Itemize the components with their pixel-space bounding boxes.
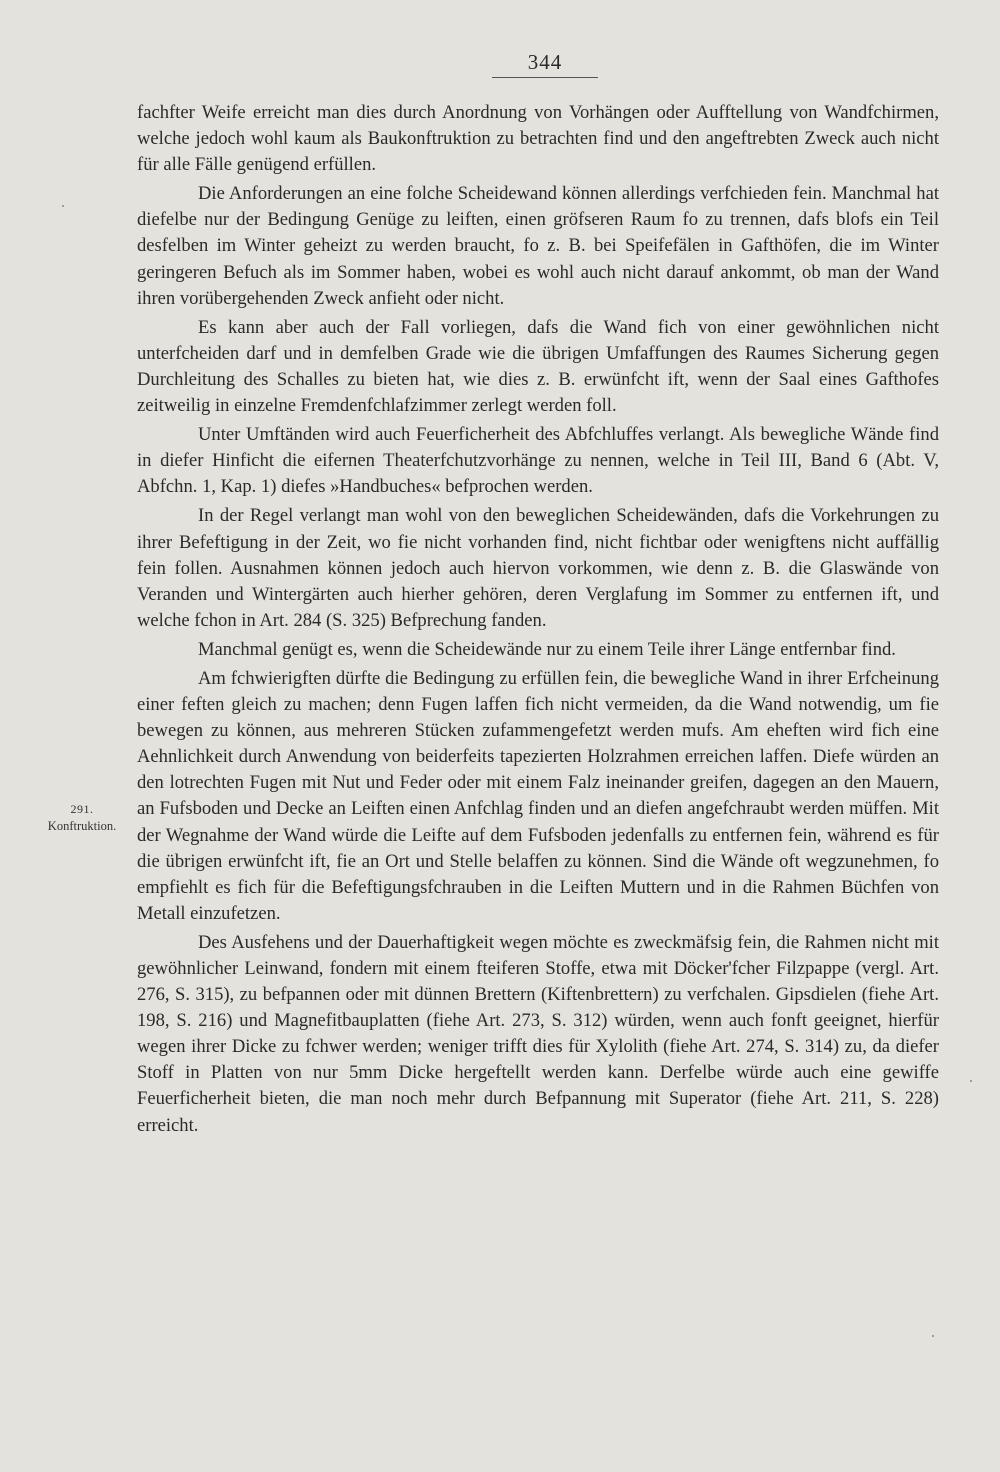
paper-speck <box>970 1080 972 1082</box>
paragraph: Manchmal genügt es, wenn die Scheidewände nur zu einem Teile ihrer Länge entfernbar find. <box>198 638 896 660</box>
margin-note-label: Konftruktion. <box>47 819 117 833</box>
margin-note-number: 291. <box>70 802 94 816</box>
paragraph: In der Regel verlangt man wohl von den beweglichen Scheidewänden, dafs die Vorkehrungen zu ihrer Befeftigung in der Zeit, wo fie nicht vorhanden find, nicht fichtbar oder wenigftens nicht auffällig fein follen. Ausnahmen können jedoch auch hiervon vorkommen, wie denn z. B. die Glaswände von Veranden und Wintergärten auch hierher gehören, deren Verglafung im Sommer zu entfernen ift, und welche fchon in Art. 284 (S. 325) Befprechung fanden. <box>137 505 939 631</box>
margin-note <box>32 801 132 835</box>
paragraph: Unter Umftänden wird auch Feuerficherheit des Abfchluffes verlangt. Als bewegliche Wände find in diefer Hinficht die eifernen Theaterfchutzvorhänge zu nennen, welche in Teil III, Band 6 (Abt. V, Abfchn. 1, Kap. 1) diefes »Handbuches« befprochen werden. <box>137 424 939 498</box>
paper-speck <box>932 1335 934 1337</box>
paragraph: Es kann aber auch der Fall vorliegen, dafs die Wand fich von einer gewöhnlichen nicht unterfcheiden darf und in demfelben Grade wie die übrigen Umfaffungen des Raumes Sicherung gegen Durchleitung des Schalles zu bieten hat, wie dies z. B. erwünfcht ift, wenn der Saal eines Gafthofes zeitweilig in einzelne Fremdenfchlafzimmer zerlegt werden foll. <box>137 316 939 417</box>
paper-speck <box>62 205 64 207</box>
paragraph: fachfter Weife erreicht man dies durch Anordnung von Vorhängen oder Aufftellung von Wandfchirmen, welche jedoch wohl kaum als Baukonftruktion zu betrachten find und den angeftrebten Zweck auch nicht für alle Fälle genügend erfüllen. <box>137 102 939 176</box>
page-number: 344 <box>492 50 598 78</box>
paragraph: Des Ausfehens und der Dauerhaftigkeit wegen möchte es zweckmäfsig fein, die Rahmen nicht mit gewöhnlicher Leinwand, fondern mit einem fteiferen Stoffe, etwa mit Döcker'fcher Filzpappe (vergl. Art. 276, S. 315), zu befpannen oder mit dünnen Brettern (Kiftenbrettern) zu verfchalen. Gipsdielen (fiehe Art. 198, S. 216) und Magnefitbauplatten (fiehe Art. 273, S. 312) würden, wenn auch fonft geeignet, hierfür wegen ihrer Dicke zu fchwer werden; weniger trifft dies für Xylolith (fiehe Art. 274, S. 314) zu, da diefer Stoff in Platten von nur 5mm Dicke hergeftellt werden kann. Derfelbe würde auch eine gewiffe Feuerficherheit bieten, die man noch mehr durch Befpannung mit Superator (fiehe Art. 211, S. 228) erreicht. <box>137 931 939 1136</box>
paragraph: Die Anforderungen an eine folche Scheidewand können allerdings verfchieden fein. Manchmal hat diefelbe nur der Bedingung Genüge zu leiften, einen gröfseren Raum fo zu trennen, dafs blofs ein Teil desfelben im Winter geheizt zu werden braucht, fo z. B. bei Speifefälen in Gafthöfen, die im Winter geringeren Befuch als im Sommer haben, wobei es wohl auch nicht darauf ankommt, ob man der Wand ihren vorübergehenden Zweck anfieht oder nicht. <box>137 183 939 309</box>
body-text <box>137 100 939 1139</box>
paragraph: Am fchwierigften dürfte die Bedingung zu erfüllen fein, die bewegliche Wand in ihrer Erfcheinung einer feften gleich zu machen; denn Fugen laffen fich nicht vermeiden, da die Wand notwendig, um fie bewegen zu können, aus mehreren Stücken zufammengefetzt werden mufs. Am eheften wird fich eine Aehnlichkeit durch Anwendung von beiderfeits tapezierten Holzrahmen erreichen laffen. Diefe würden an den lotrechten Fugen mit Nut und Feder oder mit einem Falz ineinander greifen, dagegen an den Mauern, an Fufsboden und Decke an Leiften einen Anfchlag finden und an diefen angefchraubt werden müffen. Mit der Wegnahme der Wand würde die Leifte auf dem Fufsboden jedenfalls zu entfernen fein, während es für die übrigen erwünfcht ift, fie an Ort und Stelle belaffen zu können. Sind die Wände oft wegzunehmen, fo empfiehlt es fich für die Befeftigungsfchrauben in die Leiften Muttern und in die Rahmen Büchfen von Metall einzufetzen. <box>137 667 939 924</box>
